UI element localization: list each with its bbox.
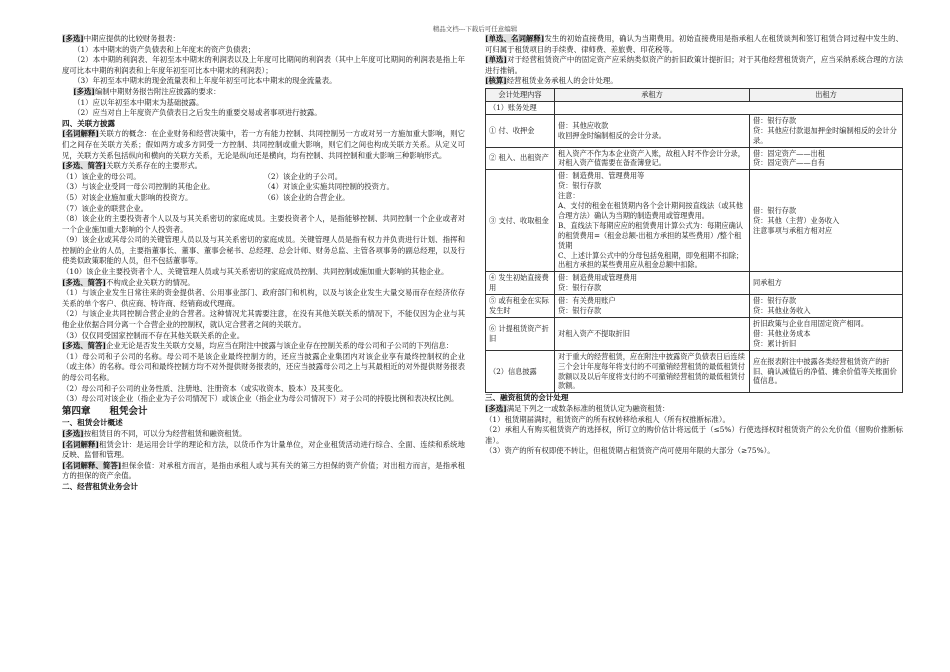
table-row bbox=[486, 350, 903, 393]
lessor-line: 借：银行存款 bbox=[753, 205, 797, 215]
lessor-line: 贷：其他（主营）业务收入 bbox=[753, 215, 840, 225]
paragraph bbox=[485, 55, 903, 76]
question-type-tag: [核算] bbox=[485, 76, 507, 86]
lessor-line: 注意事项与承租方相对应 bbox=[753, 225, 833, 235]
lessor-line: 贷：固定资产——自有 bbox=[753, 158, 825, 168]
lessor-cell bbox=[750, 295, 903, 318]
section-heading: 第四章 租凭会计 bbox=[62, 405, 148, 417]
lessor-line: 贷：累计折旧 bbox=[753, 338, 797, 348]
lessee-cell bbox=[555, 114, 750, 147]
lessor-cell bbox=[750, 272, 903, 295]
row-item: ① 付、收押金 bbox=[486, 114, 555, 147]
paragraph bbox=[62, 267, 465, 278]
left-column bbox=[62, 34, 465, 493]
paragraph-text: （9）该企业或其母公司的关键管理人员以及与其关系密切的家庭成员。关键管理人员是指有权力并负责进行计划、指挥和控制的企业的人员，主要指董事长、董事、董事会秘书、总经理、总会计师、财务总监、主管各项事务的副总经理，以及行使类似政策职能的人员，但不包括董事等。 bbox=[62, 235, 465, 266]
lessor-cell bbox=[750, 114, 903, 147]
paragraph-text: 租赁会计：是运用会计学的理论和方法，以货币作为计量单位，对企业租赁活动进行综合、全面、连续和系统地反映、监督和管理。 bbox=[62, 439, 465, 460]
lessee-line: 贷：银行存款 bbox=[558, 283, 602, 293]
right-bottom-paragraphs bbox=[485, 393, 903, 457]
question-type-tag: [名词解释、简答] bbox=[62, 460, 122, 470]
paragraph-text: 担保余值：对承租方而言，是指由承租人或与其有关的第三方担保的资产价值；对出租方而言，是指承租方的担保的资产余值。 bbox=[62, 460, 465, 481]
paragraph-text: 发生的初始直接费用，确认为当期费用。初始直接费用是指承租人在租赁谈判和签订租赁合同过程中发生的、可归属于租赁项目的手续费、律师费、差旅费、印花税等。 bbox=[485, 34, 903, 54]
paragraph-text: 中期应提供的比较财务报表： bbox=[83, 34, 180, 43]
paragraph-text: （2）应当对自上年度资产负债表日之后发生的重要交易或者事项进行披露。 bbox=[73, 108, 322, 118]
lessor-line: 贷：其他应付款退加押金时编制相反的会计分录。 bbox=[753, 125, 897, 145]
lessor-line: 应在报表附注中披露各类经营租赁资产的折旧、确认减值后的净值、摊余价值等关账面价值信息。 bbox=[753, 356, 897, 386]
lessor-line: 折旧政策与企业自用固定资产相同。 bbox=[753, 319, 869, 328]
two-column-item-row bbox=[62, 182, 465, 193]
lessee-line: 借：制造费用、管理费用等 bbox=[558, 171, 645, 181]
paragraph-text: 编制中期财务报告附注应披露的要求： bbox=[94, 86, 221, 96]
section-heading: 二、经营租赁业务会计 bbox=[62, 481, 138, 491]
paragraph-text: 满足下列之一或数条标准的租赁认定为融资租赁： bbox=[506, 403, 670, 413]
question-type-tag: [多选] bbox=[62, 34, 84, 43]
list-item: （3）与该企业受同一母公司控制的其他企业。 bbox=[62, 182, 215, 192]
paragraph-text: （1）应以年初至本中期末为基础披露。 bbox=[73, 97, 204, 107]
paragraph-text: （1）与该企业发生日常往来的资金提供者、公用事业部门、政府部门和机构，以及与该企业发生大量交易而存在经济依存关系的单个客户、供应商、特许商、经销商或代理商。 bbox=[62, 288, 465, 308]
lessee-cell bbox=[555, 295, 750, 318]
table-header-row bbox=[486, 88, 903, 101]
row-item: ⑤ 或有租金在实际发生时 bbox=[486, 295, 555, 318]
two-column-item-row bbox=[62, 172, 465, 183]
lessee-line: 借：其他应收款 bbox=[558, 120, 609, 130]
lessor-line: 借：其他业务成本 bbox=[753, 328, 811, 338]
paragraph bbox=[62, 309, 465, 330]
lessor-cell bbox=[750, 318, 903, 351]
row-item: ⑥ 计提租赁资产折旧 bbox=[486, 318, 555, 351]
paragraph bbox=[62, 76, 465, 87]
table-row bbox=[486, 170, 903, 272]
paragraph bbox=[62, 278, 465, 289]
table-row bbox=[486, 318, 903, 351]
table-row bbox=[486, 114, 903, 147]
column-header: 会计处理内容 bbox=[486, 88, 555, 101]
paragraph-text: 经营租赁业务承租人的会计处理。 bbox=[506, 76, 618, 86]
lessee-line: 收回押金时编制相反的会计分录。 bbox=[558, 130, 666, 140]
row-item: ③ 支付、收取租金 bbox=[486, 170, 555, 272]
paragraph-text: （1）本中期末的资产负债表和上年度末的资产负债表； bbox=[73, 44, 256, 54]
question-type-tag: [多选、简答] bbox=[62, 341, 106, 351]
paragraph bbox=[62, 384, 465, 395]
lessee-line: C、上述计算公式中的分母包括免租期，即免租期不扣除；出租方承担的某些费用应从租金总额中扣除。 bbox=[558, 250, 744, 270]
lessee-line: 贷：银行存款 bbox=[558, 181, 602, 191]
lessee-line: 借：制造费用或管理费用 bbox=[558, 273, 638, 283]
list-item: （5）对该企业施加重大影响的投资方。 bbox=[62, 192, 193, 202]
lessor-line: 贷：其他业务收入 bbox=[753, 306, 811, 316]
lessor-line: 借：固定资产——出租 bbox=[753, 148, 825, 158]
paragraph-text: 关联方关系存在的主要形式。 bbox=[105, 161, 203, 171]
list-item: （1）该企业的母公司。 bbox=[62, 171, 141, 181]
paragraph bbox=[62, 204, 465, 215]
question-type-tag: [多选、简答] bbox=[62, 161, 106, 171]
row-item: ② 租入、出租资产 bbox=[486, 147, 555, 170]
paragraph-text: 关联方的概念：在企业财务和经营决策中，若一方有能力控制、共同控制另一方或对另一方施加重大影响，则它们之间存在关联方关系；假如两方或多方同受一方控制、共同控制或重大影响，则它们之间也构成关联方关系。从定义可见，关联方关系包括纵向和横向的关联方关系，无论是纵向还是横向，均有控制、共同控制和重大影响三种影响形式。 bbox=[62, 129, 465, 160]
row-empty-cell bbox=[555, 101, 903, 114]
paragraph-text: （2）与该企业共同控制合营企业的合营者。这种情况尤其需要注意，在没有其他关联关系的情况下，不能仅因为企业与其他企业依据合同分离一个合营企业的控制权，就认定合营者之间的关联方。 bbox=[62, 309, 465, 330]
paragraph-text: （3）母公司对该企业（指企业为子公司情况下）或该企业（指企业为母公司情况下）对子公司的持股比例和表决权比例。 bbox=[62, 394, 459, 404]
paragraph bbox=[62, 108, 465, 119]
lessee-line: 注意： bbox=[558, 191, 580, 201]
paragraph bbox=[485, 446, 903, 457]
paragraph-text: （2）母公司和子公司的业务性质、注册地、注册资本（或实收资本、股本）及其变化。 bbox=[62, 383, 348, 393]
paragraph-text: （1）母公司和子公司的名称。母公司不是该企业最终控制方的，还应当披露企业集团内对该企业享有最终控制权的企业（或主体）的名称。母公司和最终控制方均不对外提供财务报表的，还应当披露母公司之上与其最相近的对外提供财务报表的母公司名称。 bbox=[62, 351, 465, 382]
paragraph-text: （1）租赁期届满时，租赁资产的所有权转移给承租人（所有权推断标准）。 bbox=[485, 414, 730, 424]
lessee-cell bbox=[555, 170, 750, 272]
paragraph bbox=[485, 415, 903, 426]
lessor-cell bbox=[750, 350, 903, 393]
list-item: （6）该企业的合营企业。 bbox=[263, 192, 350, 202]
paragraph bbox=[62, 55, 465, 76]
lessee-cell bbox=[555, 272, 750, 295]
paragraph-text: 企业无论是否发生关联方交易，均应当在附注中披露与该企业存在控制关系的母公司和子公司的下列信息： bbox=[105, 341, 454, 351]
paragraph-text: （7）该企业的联营企业。 bbox=[62, 203, 149, 213]
question-type-tag: [单选、名词解释] bbox=[485, 34, 545, 43]
question-type-tag: [多选] bbox=[73, 86, 95, 96]
paragraph bbox=[62, 440, 465, 461]
paragraph bbox=[62, 429, 465, 440]
row-item: （2）信息披露 bbox=[486, 350, 555, 393]
lessee-line: 借：有关费用账户 bbox=[558, 296, 616, 306]
paragraph bbox=[62, 98, 465, 109]
paragraph-text: （3）资产的所有权即使不转让，但租赁期占租赁资产尚可使用年限的大部分（≥75%）。 bbox=[485, 446, 775, 456]
right-column bbox=[485, 34, 903, 457]
column-header: 承租方 bbox=[555, 88, 750, 101]
table-row bbox=[486, 101, 903, 114]
paragraph-text: （8）该企业的主要投资者个人以及与其关系密切的家庭成员。主要投资者个人，是指能够控制、共同控制一个企业或者对一个企业施加重大影响的个人投资者。 bbox=[62, 214, 465, 234]
paragraph bbox=[62, 341, 465, 352]
row-item: （1）账务处理 bbox=[486, 101, 555, 114]
lessor-line: 借：银行存款 bbox=[753, 115, 797, 125]
paragraph bbox=[62, 34, 465, 45]
question-type-tag: [单选] bbox=[485, 55, 508, 65]
paragraph-text: 按租赁目的不同，可以分为经营租赁和融资租赁。 bbox=[83, 428, 247, 438]
paragraph bbox=[62, 129, 465, 161]
lessor-line: 同承租方 bbox=[753, 278, 782, 288]
paragraph-text: 对于经营租赁资产中的固定资产应采纳类似资产的折旧政策计提折旧；对于其他经营租赁资产，应当采纳系统合理的方法进行推销。 bbox=[485, 55, 903, 75]
paragraph bbox=[485, 425, 903, 446]
paragraph-text: （2）本中期的利润表、年初至本中期末的利润表以及上年度可比期间的利润表（其中上年度可比期间的利润表是指上年度可比本中期的利润表和上年度年初至可比本中期末的利润表）； bbox=[62, 55, 465, 75]
paragraph bbox=[62, 288, 465, 309]
lessee-line: 对于重大的经营租赁，应在附注中披露资产负债表日后连续三个会计年度每年将支付的不可撤销经营租赁的最低租赁付款额以及以后年度将支付的不可撤销经营租赁的最低租赁付款额。 bbox=[558, 351, 745, 391]
question-type-tag: [多选] bbox=[485, 403, 507, 413]
section-heading: 三、融资租赁的会计处理 bbox=[485, 393, 569, 403]
lessor-cell bbox=[750, 170, 903, 272]
question-type-tag: [多选、简答] bbox=[62, 277, 106, 287]
operating-lease-table bbox=[485, 88, 903, 393]
page-header: 精品文档---下载后可任意编辑 bbox=[432, 25, 518, 33]
lessee-cell bbox=[555, 318, 750, 351]
paragraph bbox=[62, 461, 465, 482]
paragraph bbox=[62, 235, 465, 267]
paragraph bbox=[62, 161, 465, 172]
list-item: （4）对该企业实施共同控制的投资方。 bbox=[263, 182, 394, 192]
lessee-cell bbox=[555, 350, 750, 393]
paragraph bbox=[62, 87, 465, 98]
lessee-line: 租入资产不作为本企业资产入账，故租入时不作会计分录，对租入资产值需要在备查簿登记。 bbox=[558, 148, 745, 168]
lessor-cell bbox=[750, 147, 903, 170]
table-row bbox=[486, 295, 903, 318]
lessee-line: A、支付的租金在租赁期内各个会计期间按直线法（或其他合理方法）确认为当期的制造费用或管理费用。 bbox=[558, 201, 743, 220]
paragraph bbox=[62, 394, 465, 405]
paragraph bbox=[62, 214, 465, 235]
section-heading: 一、租赁会计概述 bbox=[62, 418, 123, 428]
paragraph bbox=[62, 352, 465, 384]
question-type-tag: [名词解释] bbox=[62, 439, 99, 449]
lessee-cell bbox=[555, 147, 750, 170]
paragraph-text: （3）年初至本中期末的现金流量表和上年度年初至可比本中期末的现金流量表。 bbox=[73, 76, 337, 86]
table-row bbox=[486, 147, 903, 170]
question-type-tag: [多选] bbox=[62, 428, 84, 438]
question-type-tag: [名词解释] bbox=[62, 129, 99, 139]
paragraph bbox=[62, 331, 465, 342]
lessee-line: 贷：银行存款 bbox=[558, 306, 602, 316]
paragraph bbox=[485, 404, 903, 415]
lessor-line: 借：银行存款 bbox=[753, 296, 797, 306]
list-item: （2）该企业的子公司。 bbox=[263, 171, 343, 181]
lessee-line: B、直线法下每期应应的租赁费用计算公式为：每期应确认的租赁费用=（租金总额-出租方承担的某些费用）/整个租赁期 bbox=[558, 220, 743, 250]
lessee-line: 对租入资产不提取折旧 bbox=[558, 328, 630, 338]
paragraph-text: （2）承租人有购买租赁资产的选择权，所订立的购价估计将远低于（≤5%）行使选择权时租赁资产的公允价值（留购价推断标准）。 bbox=[485, 425, 903, 445]
right-top-paragraphs bbox=[485, 34, 903, 87]
section-heading: 四、关联方披露 bbox=[62, 118, 116, 128]
paragraph-text: （10）该企业主要投资者个人、关键管理人员或与其关系密切的家庭成员控制、共同控制或施加重大影响的其他企业。 bbox=[62, 267, 449, 277]
column-header: 出租方 bbox=[750, 88, 903, 101]
paragraph bbox=[485, 34, 903, 55]
table-row bbox=[486, 272, 903, 295]
paragraph-text: （3）仅仅同受国家控制而不存在其他关联关系的企业。 bbox=[62, 330, 245, 340]
row-item: ④ 发生初始直接费用 bbox=[486, 272, 555, 295]
paragraph bbox=[62, 45, 465, 56]
paragraph bbox=[485, 76, 903, 87]
paragraph-text: 不构成企业关联方的情况。 bbox=[105, 277, 195, 287]
two-column-item-row bbox=[62, 193, 465, 204]
